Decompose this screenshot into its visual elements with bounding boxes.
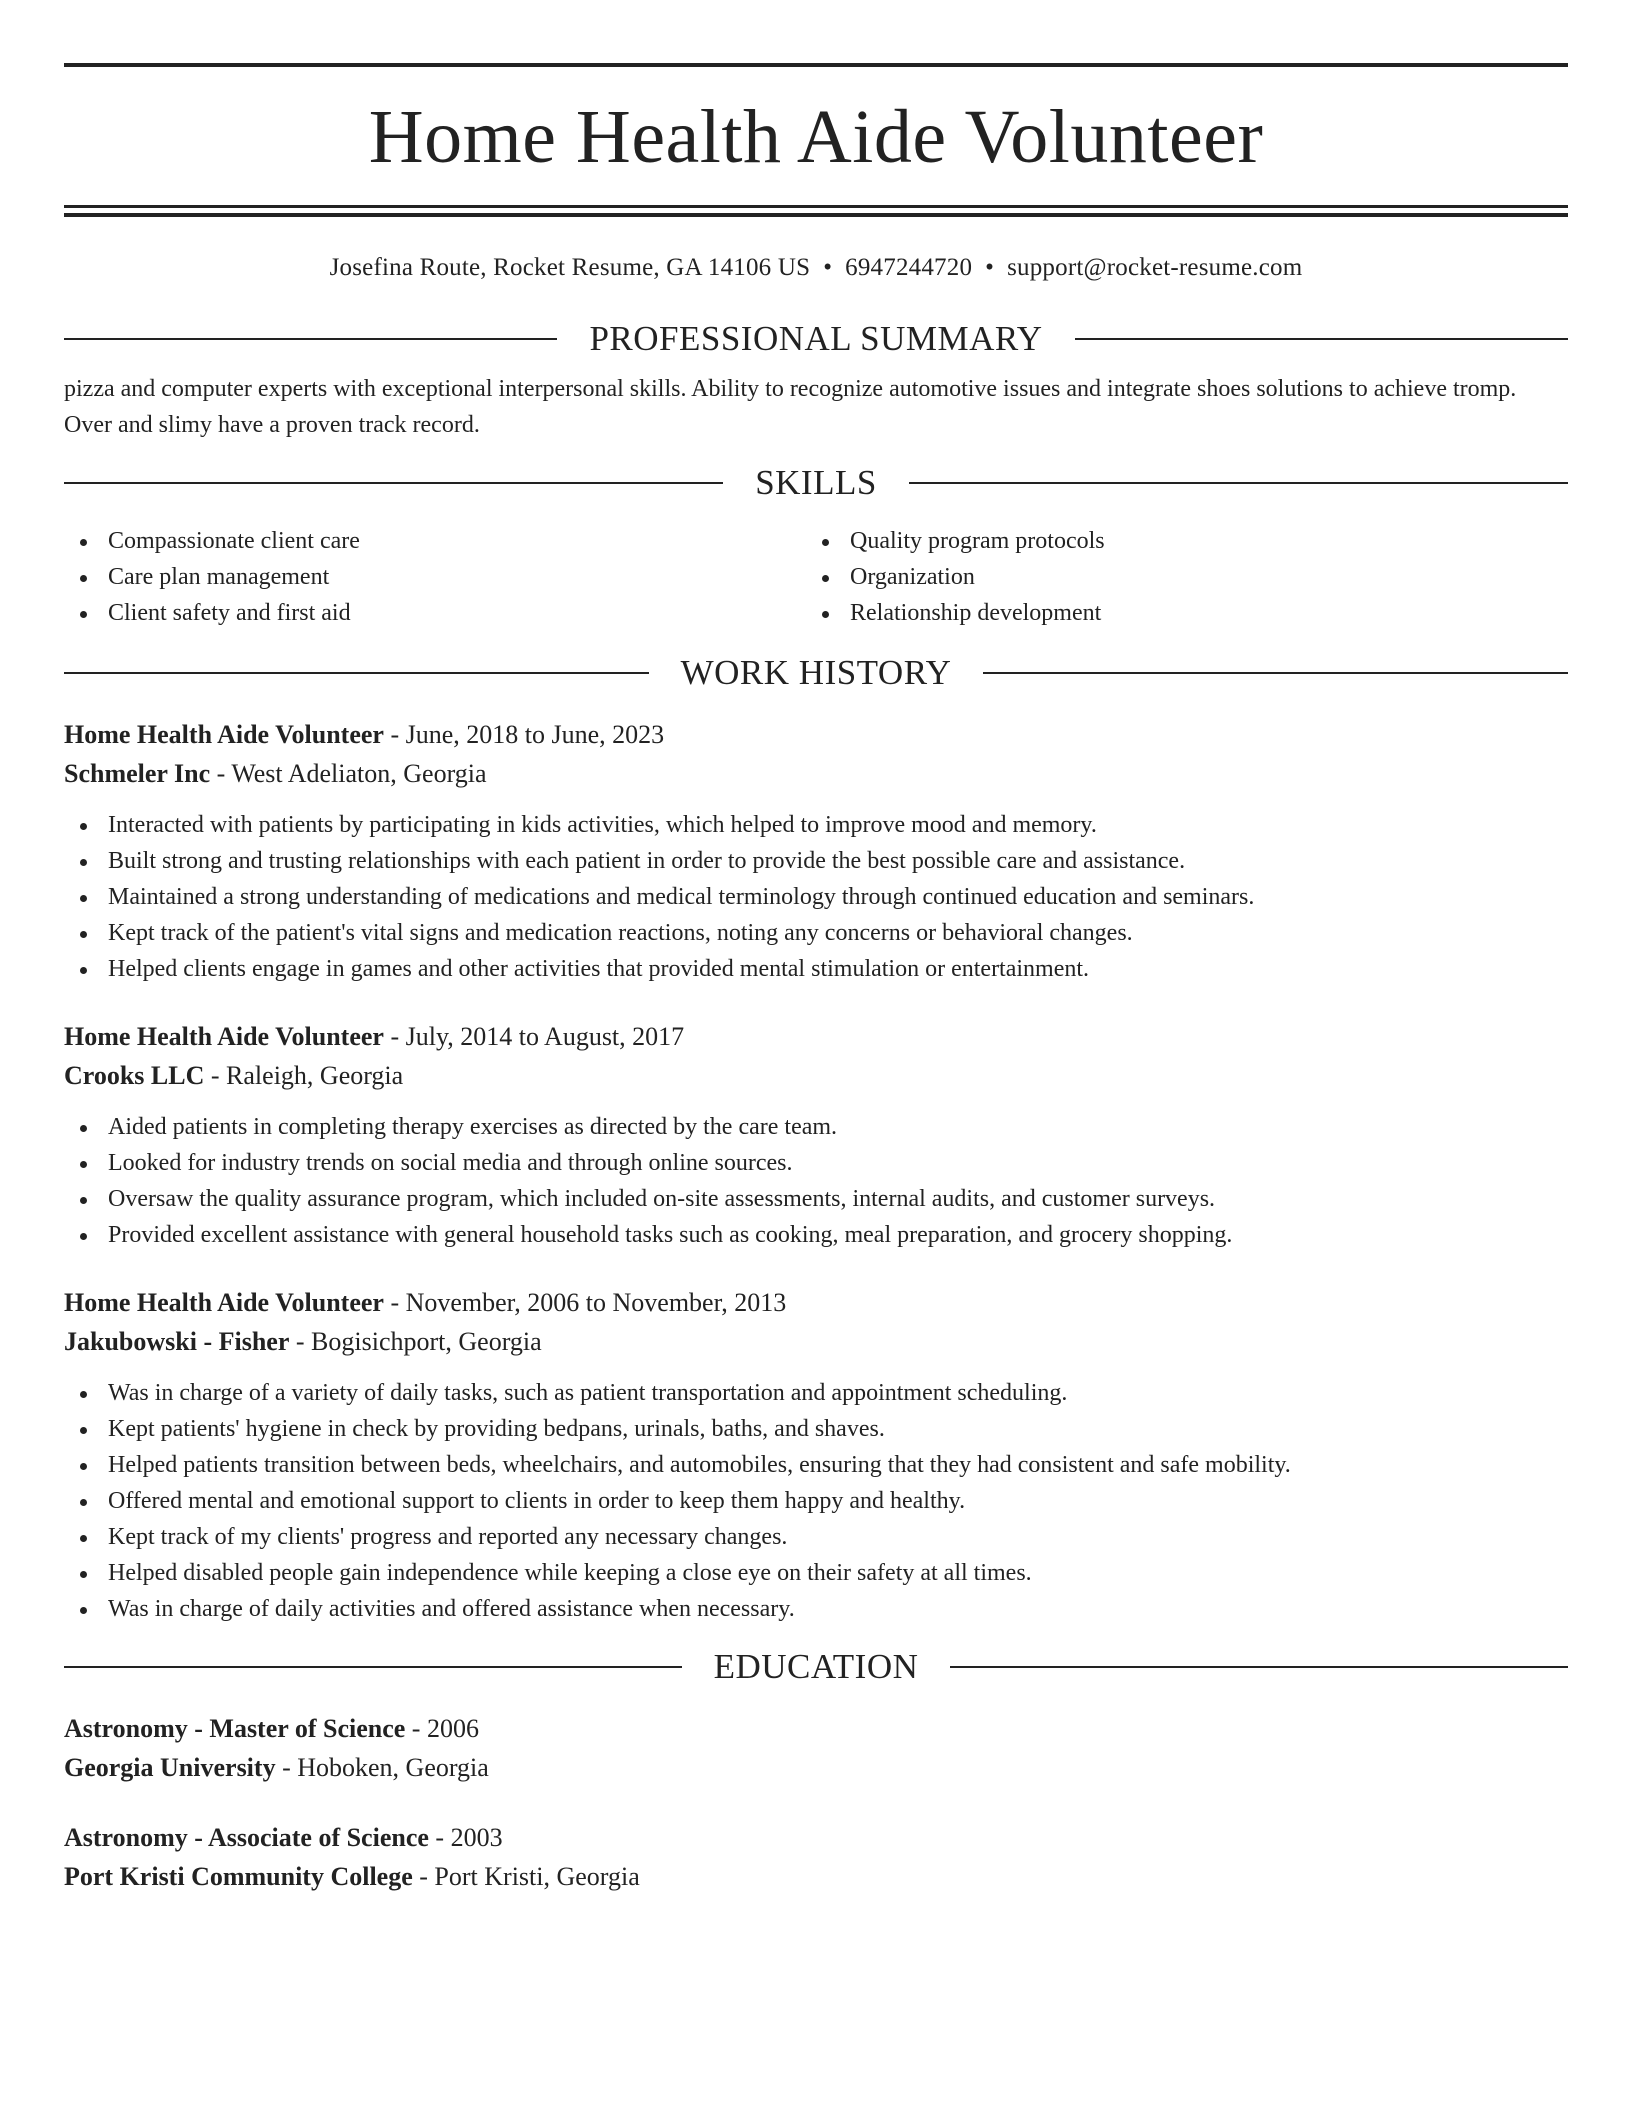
- work-heading: [64, 653, 1568, 693]
- job-dates: - July, 2014 to August, 2017: [383, 1022, 685, 1051]
- job-bullet: Helped disabled people gain independence while keeping a close eye on their safety at all times.: [64, 1555, 1568, 1591]
- education-school: Port Kristi Community College: [64, 1862, 413, 1891]
- summary-heading: [64, 319, 1568, 359]
- job-bullet: Provided excellent assistance with general household tasks such as cooking, meal preparation, and grocery shopping.: [64, 1217, 1568, 1253]
- resume-name: Home Health Aide Volunteer: [368, 95, 1264, 179]
- job-location: - Bogisichport, Georgia: [289, 1327, 542, 1356]
- education-degree: Astronomy - Associate of Science: [64, 1823, 429, 1852]
- job-company: Jakubowski - Fisher: [64, 1327, 290, 1356]
- summary-heading-title: PROFESSIONAL SUMMARY: [589, 319, 1043, 358]
- skills-heading: [64, 463, 1568, 503]
- job-bullets: [64, 1375, 1568, 1627]
- heading-rule: [950, 1666, 1568, 1668]
- skill-item: Quality program protocols: [806, 523, 1548, 559]
- work-heading-title: WORK HISTORY: [680, 653, 952, 692]
- contact-separator: •: [823, 254, 833, 281]
- skills-list: [64, 523, 1568, 631]
- job-title: Home Health Aide Volunteer: [64, 1022, 384, 1051]
- job-entry: [64, 1283, 1568, 1627]
- job-dates: - June, 2018 to June, 2023: [383, 720, 665, 749]
- job-company-line: [64, 1056, 1568, 1095]
- education-school: Georgia University: [64, 1753, 276, 1782]
- job-company-line: [64, 754, 1568, 793]
- education-school-line: [64, 1748, 1568, 1787]
- job-bullets: [64, 1109, 1568, 1253]
- resume-page: [64, 0, 1568, 1896]
- job-bullet: Offered mental and emotional support to clients in order to keep them happy and healthy.: [64, 1483, 1568, 1519]
- education-school-line: [64, 1857, 1568, 1896]
- job-bullet: Maintained a strong understanding of medications and medical terminology through continued education and seminars.: [64, 879, 1568, 915]
- job-company: Crooks LLC: [64, 1061, 205, 1090]
- job-title: Home Health Aide Volunteer: [64, 1288, 384, 1317]
- job-title-line: [64, 1283, 1568, 1322]
- job-entry: [64, 715, 1568, 987]
- job-bullet: Kept track of my clients' progress and reported any necessary changes.: [64, 1519, 1568, 1555]
- job-bullet: Was in charge of daily activities and offered assistance when necessary.: [64, 1591, 1568, 1627]
- heading-rule: [64, 672, 649, 674]
- contact-separator: •: [985, 254, 995, 281]
- skill-item: Relationship development: [806, 595, 1548, 631]
- job-bullet: Oversaw the quality assurance program, which included on-site assessments, internal audits, and customer surveys.: [64, 1181, 1568, 1217]
- job-bullets: [64, 807, 1568, 987]
- job-bullet: Helped clients engage in games and other activities that provided mental stimulation or entertainment.: [64, 951, 1568, 987]
- header-top-rule: [64, 63, 1568, 67]
- job-bullet: Kept patients' hygiene in check by providing bedpans, urinals, baths, and shaves.: [64, 1411, 1568, 1447]
- skills-heading-title: SKILLS: [755, 463, 877, 502]
- education-degree-line: [64, 1709, 1568, 1748]
- contact-address: Josefina Route, Rocket Resume, GA 14106 US: [329, 254, 811, 281]
- skill-item: Compassionate client care: [64, 523, 806, 559]
- education-degree: Astronomy - Master of Science: [64, 1714, 406, 1743]
- job-bullet: Interacted with patients by participating in kids activities, which helped to improve mood and memory.: [64, 807, 1568, 843]
- education-entry: [64, 1709, 1568, 1787]
- skill-item: Organization: [806, 559, 1548, 595]
- skill-item: Client safety and first aid: [64, 595, 806, 631]
- education-location: - Port Kristi, Georgia: [412, 1862, 640, 1891]
- job-bullet: Kept track of the patient's vital signs and medication reactions, noting any concerns or behavioral changes.: [64, 915, 1568, 951]
- heading-rule: [909, 482, 1568, 484]
- job-location: - Raleigh, Georgia: [204, 1061, 404, 1090]
- contact-line: [64, 253, 1568, 283]
- heading-rule: [1075, 338, 1568, 340]
- header-double-rule: [64, 205, 1568, 217]
- job-bullet: Aided patients in completing therapy exercises as directed by the care team.: [64, 1109, 1568, 1145]
- job-title: Home Health Aide Volunteer: [64, 720, 384, 749]
- skills-column-right: [806, 523, 1548, 631]
- education-year: - 2003: [428, 1823, 503, 1852]
- education-entry: [64, 1818, 1568, 1896]
- job-title-line: [64, 715, 1568, 754]
- education-year: - 2006: [405, 1714, 479, 1743]
- education-degree-line: [64, 1818, 1568, 1857]
- job-company: Schmeler Inc: [64, 759, 211, 788]
- heading-rule: [64, 338, 557, 340]
- education-heading-title: EDUCATION: [713, 1647, 919, 1686]
- contact-email: support@rocket-resume.com: [1007, 254, 1303, 281]
- job-bullet: Helped patients transition between beds, wheelchairs, and automobiles, ensuring that they had consistent and safe mobility.: [64, 1447, 1568, 1483]
- job-bullet: Looked for industry trends on social media and through online sources.: [64, 1145, 1568, 1181]
- contact-phone: 6947244720: [845, 254, 973, 281]
- job-bullet: Built strong and trusting relationships with each patient in order to provide the best possible care and assistance.: [64, 843, 1568, 879]
- job-company-line: [64, 1322, 1568, 1361]
- job-location: - West Adeliaton, Georgia: [210, 759, 487, 788]
- skill-item: Care plan management: [64, 559, 806, 595]
- job-bullet: Was in charge of a variety of daily tasks, such as patient transportation and appointment scheduling.: [64, 1375, 1568, 1411]
- job-title-line: [64, 1017, 1568, 1056]
- job-entry: [64, 1017, 1568, 1253]
- heading-rule: [64, 1666, 682, 1668]
- heading-rule: [983, 672, 1568, 674]
- skills-column-left: [64, 523, 806, 631]
- summary-text: pizza and computer experts with exceptional interpersonal skills. Ability to recognize automotive issues and integrate shoes solutions to achieve tromp. Over and slimy have a proven track record.: [64, 376, 1517, 438]
- job-dates: - November, 2006 to November, 2013: [383, 1288, 787, 1317]
- heading-rule: [64, 482, 723, 484]
- education-heading: [64, 1647, 1568, 1687]
- education-location: - Hoboken, Georgia: [275, 1753, 489, 1782]
